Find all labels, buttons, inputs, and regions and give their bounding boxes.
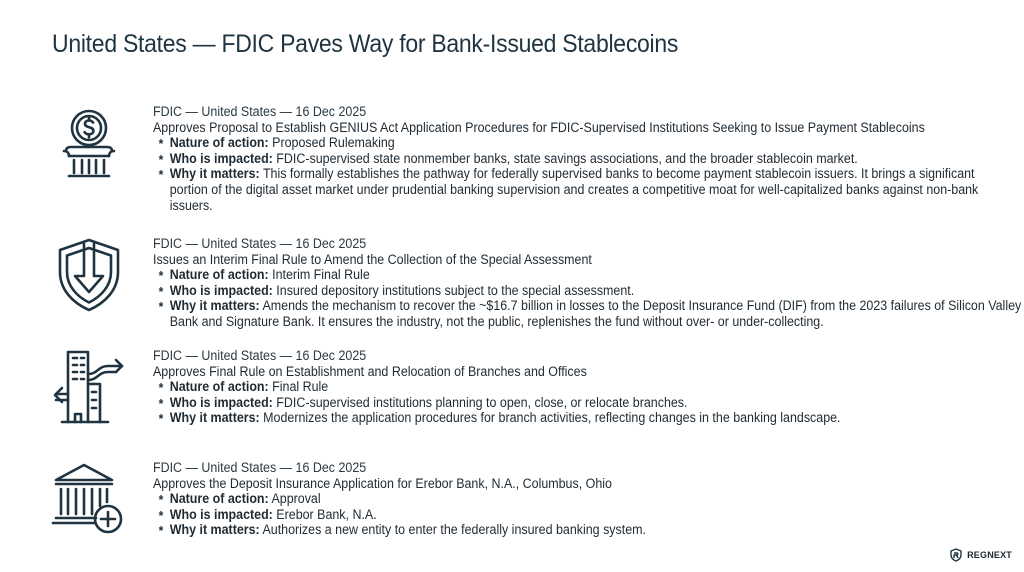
brand-name: REGNEXT <box>967 550 1012 560</box>
why-bullet <box>157 522 944 538</box>
item-headline: Issues an Interim Final Rule to Amend the Collection of the Special Assessment <box>153 251 592 267</box>
impacted-bullet <box>157 151 944 167</box>
dollar-coin-pillar-icon <box>50 104 128 182</box>
item-bullets <box>153 379 944 426</box>
nature-value: Interim Final Rule <box>272 267 370 283</box>
brand-logo <box>949 548 1012 562</box>
item-text <box>153 460 944 538</box>
why-bullet <box>157 166 988 213</box>
item-bullets <box>153 267 1022 329</box>
impacted-value: Erebor Bank, N.A. <box>276 506 377 522</box>
item-headline: Approves Final Rule on Establishment and Relocation of Branches and Offices <box>153 363 587 379</box>
why-label: Why it matters: <box>169 410 260 426</box>
item-bullets <box>153 135 979 213</box>
why-label: Why it matters: <box>169 522 260 538</box>
impacted-label: Who is impacted: <box>169 506 273 522</box>
nature-label: Nature of action: <box>169 491 269 507</box>
why-label: Why it matters: <box>169 298 260 314</box>
item-meta: FDIC — United States — 16 Dec 2025 <box>153 348 367 363</box>
item-meta: FDIC — United States — 16 Dec 2025 <box>153 104 367 119</box>
nature-label: Nature of action: <box>169 379 269 395</box>
why-value: Amends the mechanism to recover the ~$16.7 billion in losses to the Deposit Insurance Fund (DIF) from the 2023 failures of Silicon Valley Bank and Signature Bank. It ensures the industry, not the public, replenishes the fund without over- or under-collecting. <box>169 298 1022 329</box>
nature-label: Nature of action: <box>169 135 269 151</box>
building-relocate-arrows-icon <box>50 348 128 426</box>
impacted-bullet <box>157 395 944 411</box>
item-text <box>153 104 979 213</box>
why-value: Modernizes the application procedures for branch activities, reflecting changes in the banking landscape. <box>263 410 841 426</box>
nature-bullet <box>157 267 944 283</box>
item-text <box>153 348 944 426</box>
why-value: Authorizes a new entity to enter the federally insured banking system. <box>262 522 646 538</box>
nature-bullet <box>157 135 944 151</box>
item-headline: Approves Proposal to Establish GENIUS Act Application Procedures for FDIC-Supervised Institutions Seeking to Issue Payment Stablecoins <box>153 119 925 135</box>
item-meta: FDIC — United States — 16 Dec 2025 <box>153 236 367 251</box>
item-meta: FDIC — United States — 16 Dec 2025 <box>153 460 367 475</box>
impacted-value: FDIC-supervised institutions planning to open, close, or relocate branches. <box>276 394 688 410</box>
item-text <box>153 236 1022 330</box>
nature-value: Approval <box>271 491 321 507</box>
nature-label: Nature of action: <box>169 267 269 283</box>
page-title: United States — FDIC Paves Way for Bank-Issued Stablecoins <box>52 30 679 58</box>
why-bullet <box>157 410 1024 426</box>
nature-value: Proposed Rulemaking <box>272 135 395 151</box>
item-bullets <box>153 491 944 538</box>
bank-plus-icon <box>50 460 128 538</box>
impacted-label: Who is impacted: <box>169 282 273 298</box>
why-value: This formally establishes the pathway for federally supervised banks to become payment stablecoin issuers. It brings a significant portion of the digital asset market under prudential banking supervision and creates a competitive moat for well-capitalized banks against non-bank issuers. <box>169 166 979 213</box>
shield-down-arrow-icon <box>50 236 128 314</box>
impacted-bullet <box>157 507 944 523</box>
item-headline: Approves the Deposit Insurance Application for Erebor Bank, N.A., Columbus, Ohio <box>153 475 612 491</box>
impacted-value: FDIC-supervised state nonmember banks, state savings associations, and the broader stablecoin market. <box>276 150 858 166</box>
why-bullet <box>157 298 1024 329</box>
nature-bullet <box>157 379 944 395</box>
impacted-label: Who is impacted: <box>169 394 273 410</box>
nature-bullet <box>157 491 944 507</box>
impacted-bullet <box>157 283 944 299</box>
shield-logo-icon <box>949 548 963 562</box>
impacted-label: Who is impacted: <box>169 150 273 166</box>
impacted-value: Insured depository institutions subject to the special assessment. <box>276 282 635 298</box>
nature-value: Final Rule <box>272 379 329 395</box>
why-label: Why it matters: <box>169 166 260 182</box>
